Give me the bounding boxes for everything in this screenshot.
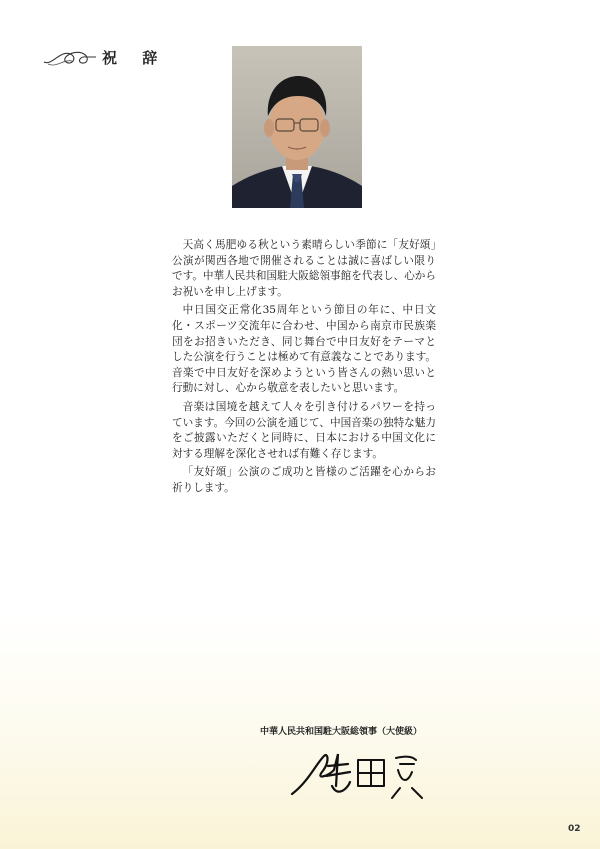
greeting-letter — [172, 238, 436, 500]
letter-paragraph-3: 音楽は国境を越えて人々を引き付けるパワーを持っています。今回の公演を通じて、中国音楽の独特な魅力をご披露いただくと同時に、日本における中国文化に対する理解を深化させれば有難く存じます。 — [172, 400, 436, 460]
portrait-photo — [232, 46, 362, 208]
signer-title: 中華人民共和国駐大阪総領事（大使級） — [260, 727, 423, 737]
page-number: 02 — [568, 824, 581, 834]
flourish-ornament-icon — [42, 44, 98, 70]
handwritten-signature-icon — [288, 742, 438, 804]
letter-paragraph-1: 天高く馬肥ゆる秋という素晴らしい季節に「友好頌」公演が関西各地で開催されることは誠に喜ばしい限りです。中華人民共和国駐大阪総領事館を代表し、心からお祝いを申し上げます。 — [172, 239, 436, 298]
letter-paragraph-4: 「友好頌」公演のご成功と皆様のご活躍を心からお祈りします。 — [172, 466, 436, 494]
page-title: 祝 辞 — [102, 48, 168, 67]
letter-paragraph-2: 中日国交正常化35周年という節目の年に、中日文化・スポーツ交流年に合わせ、中国から南京市民族楽団をお招きいただき、同じ舞台で中日友好をテーマとした公演を行うことは極めて有意義なことであります。音楽で中日友好を深めようという皆さんの熱い思いと行動に対し、心から敬意を表したいと思います。 — [172, 304, 436, 395]
portrait-illustration — [232, 46, 362, 208]
page-heading — [42, 44, 167, 70]
